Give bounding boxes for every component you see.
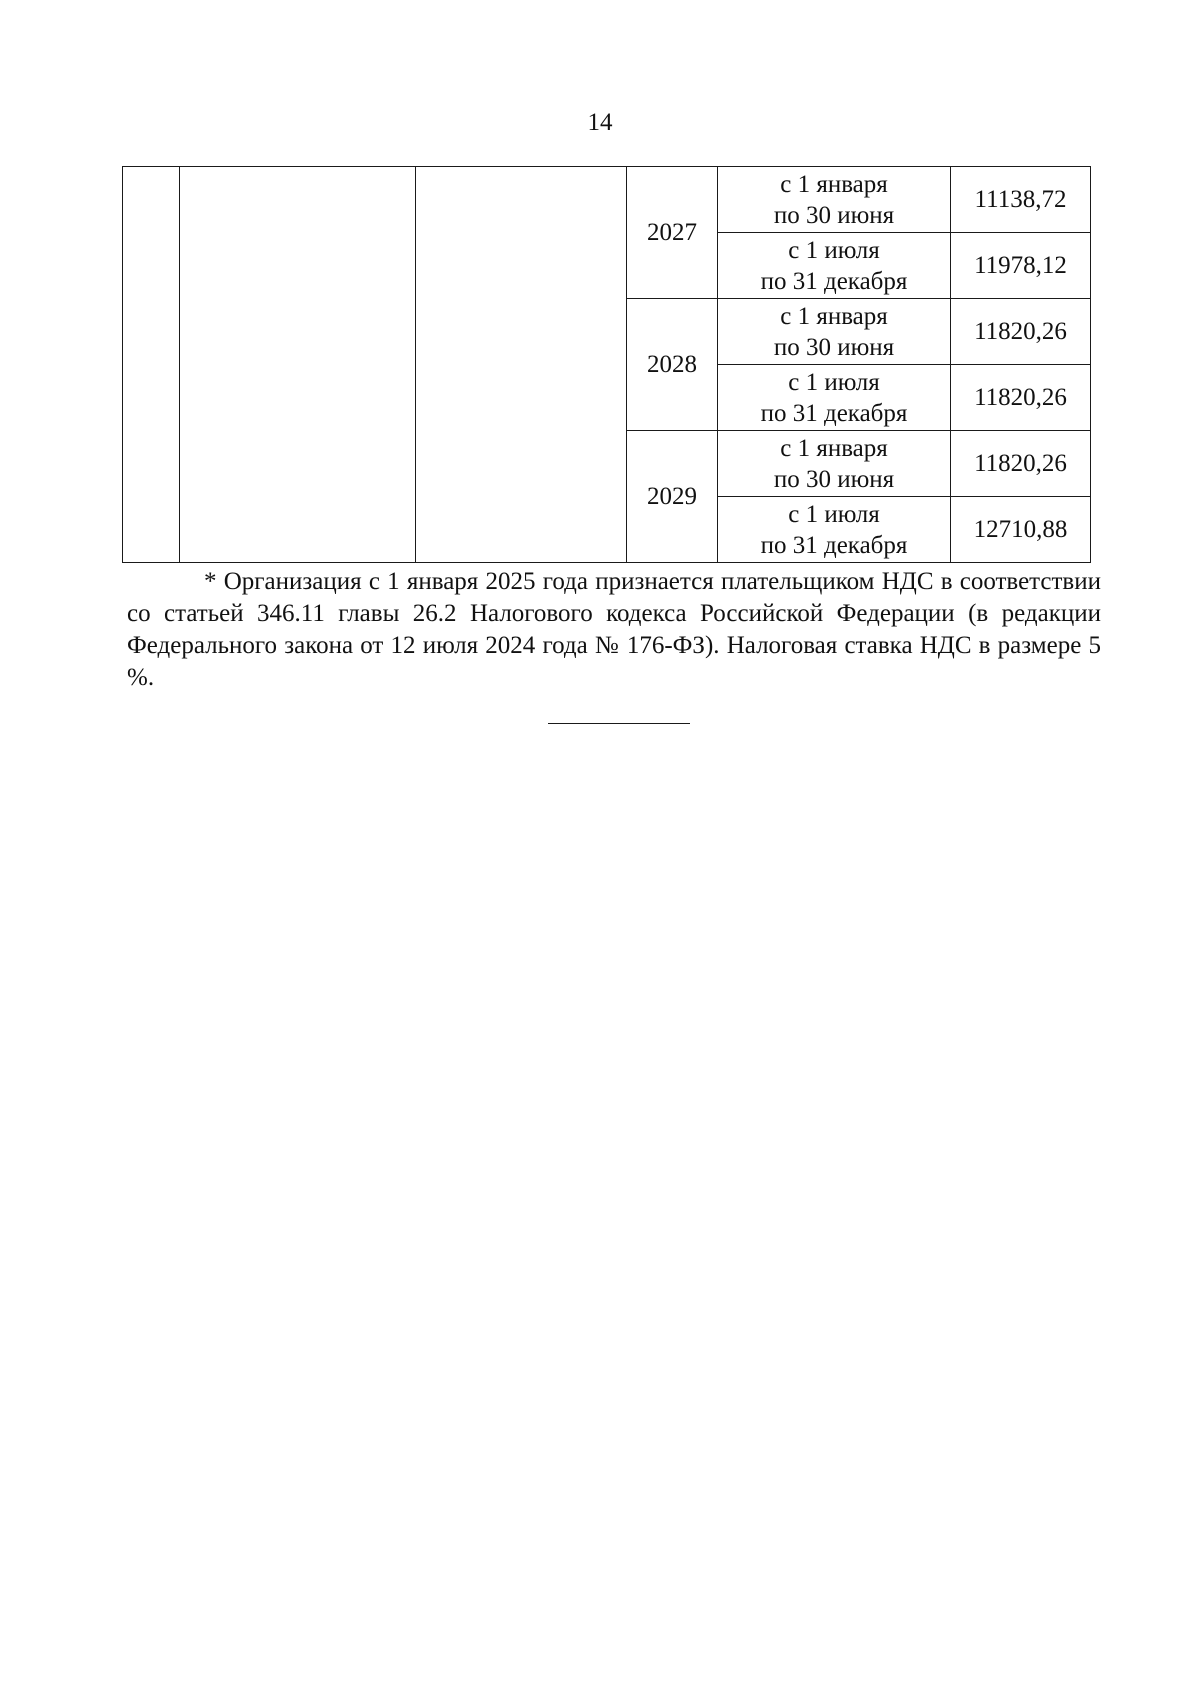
tariff-value: 11820,26 bbox=[951, 365, 1091, 431]
period-start: с 1 января bbox=[780, 434, 888, 462]
period-end: по 30 июня bbox=[773, 333, 895, 361]
period-end: по 30 июня bbox=[773, 201, 895, 229]
empty-cell-organization bbox=[180, 167, 416, 563]
period-end: по 30 июня bbox=[773, 465, 895, 493]
tariff-value: 11820,26 bbox=[951, 299, 1091, 365]
empty-cell-category bbox=[416, 167, 627, 563]
period-cell bbox=[718, 233, 951, 299]
table-row bbox=[123, 167, 1091, 233]
period-cell bbox=[718, 167, 951, 233]
year-cell: 2029 bbox=[627, 431, 718, 563]
empty-cell-number bbox=[123, 167, 180, 563]
tariff-value: 11820,26 bbox=[951, 431, 1091, 497]
period-end: по 31 декабря bbox=[760, 267, 908, 295]
end-of-document-rule bbox=[548, 723, 690, 724]
tariff-value: 11138,72 bbox=[951, 167, 1091, 233]
year-cell: 2027 bbox=[627, 167, 718, 299]
period-start: с 1 января bbox=[780, 302, 888, 330]
tariff-table bbox=[122, 166, 1091, 563]
period-start: с 1 июля bbox=[788, 368, 880, 396]
tariff-value: 12710,88 bbox=[951, 497, 1091, 563]
period-cell bbox=[718, 299, 951, 365]
period-start: с 1 июля bbox=[788, 236, 880, 264]
tariff-value: 11978,12 bbox=[951, 233, 1091, 299]
page-number: 14 bbox=[587, 109, 613, 136]
footnote: * Организация с 1 января 2025 года признается плательщиком НДС в соответствии со статьей 346.11 главы 26.2 Налогового кодекса Российской Федерации (в редакции Федерального закона от 12 июля 2024 года № 176-ФЗ). Налоговая ставка НДС в размере 5 %. bbox=[127, 568, 1101, 691]
period-cell bbox=[718, 365, 951, 431]
period-end: по 31 декабря bbox=[760, 399, 908, 427]
period-start: с 1 июля bbox=[788, 500, 880, 528]
period-start: с 1 января bbox=[780, 170, 888, 198]
period-cell bbox=[718, 431, 951, 497]
year-cell: 2028 bbox=[627, 299, 718, 431]
period-cell bbox=[718, 497, 951, 563]
period-end: по 31 декабря bbox=[760, 531, 908, 559]
